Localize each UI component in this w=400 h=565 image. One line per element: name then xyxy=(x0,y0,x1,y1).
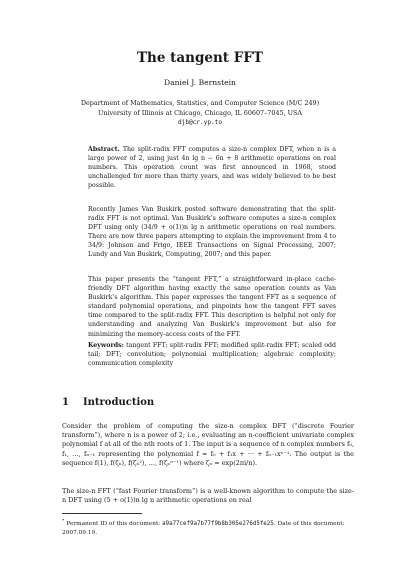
affiliation-line-1: Department of Mathematics, Statistics, and Computer Science (M/C 249) xyxy=(80,99,320,107)
author-name: Daniel J. Bernstein xyxy=(164,78,236,87)
abstract-text: The split-radix FFT computes a size-n complex DFT, when n is a large power of 2, using just 4n lg n − 6n + 8 arithmetic operations on real numbers. This operation count was first announced in 1968, stood unchallenged for more than thirty years, and was widely believed to be best possible. xyxy=(88,146,336,190)
author-email[interactable]: djb@cr.yp.to xyxy=(177,119,223,126)
abstract xyxy=(88,145,336,190)
section-heading xyxy=(62,397,154,408)
footnote-suffix: . Date of this document: 2007.09.19. xyxy=(62,520,345,536)
keywords-label: Keywords: xyxy=(88,342,124,349)
keywords-text: tangent FFT; split-radix FFT; modified split-radix FFT; scaled odd tail; DFT; convolution; polynomial multiplication; algebraic complexity; communication complexity xyxy=(88,342,336,368)
intro-paragraph-1: Consider the problem of computing the size-n complex DFT (“discrete Fourier transform”), where n is a power of 2; i.e., evaluating an n-coefficient univariate complex polynomial f at all of the nth roots of 1. The input is a sequence of n complex numbers f₀, f₁, …, fₙ₋₁ representing the polynomial f = f₀ + f₁x + ··· + fₙ₋₁xⁿ⁻¹. The output is the sequence f(1), f(ζₙ), f(ζₙ²), …, f(ζₙⁿ⁻¹) where ζₙ = exp(2πi/n). xyxy=(62,422,354,467)
keywords xyxy=(88,341,336,368)
abstract-paragraph-2: Recently James Van Buskirk posted software demonstrating that the split-radix FFT is not optimal. Van Buskirk’s software computes a size-n complex DFT using only (34/9 + o(1))n lg n arithmetic operations on real numbers. There are now three papers attempting to explain the improvement from 4 to 34/9: Johnson and Frigo, IEEE Transactions on Signal Processing, 2007; Lundy and Van Buskirk, Computing, 2007; and this paper. xyxy=(88,206,336,259)
footnote-mark: * xyxy=(62,519,65,524)
section-number: 1 xyxy=(62,397,69,408)
affiliation-line-2: University of Illinois at Chicago, Chicago, IL 60607–7045, USA xyxy=(97,108,303,117)
footnote xyxy=(62,518,354,537)
affiliation xyxy=(0,99,400,128)
document-id: a9a77cef9a7b77f9b8b305e276d5fe25 xyxy=(162,520,274,527)
section-title: Introduction xyxy=(82,397,155,408)
footnote-prefix: Permanent ID of this document: xyxy=(66,520,161,527)
footnote-rule xyxy=(62,513,142,514)
abstract-label: Abstract. xyxy=(88,146,120,153)
intro-paragraph-2: The size-n FFT (“fast Fourier transform”) is a well-known algorithm to compute the size-n DFT using (5 + o(1))n lg n arithmetic operations on real xyxy=(62,487,354,505)
abstract-paragraph-3: This paper presents the “tangent FFT,” a straightforward in-place cache-friendly DFT algorithm having exactly the same operation counts as Van Buskirk’s algorithm. This paper expresses the tangent FFT as a sequence of standard polynomial operations, and pinpoints how the tangent FFT saves time compared to the split-radix FFT. This description is helpful not only for understanding and analyzing Van Buskirk’s improvement but also for minimizing the memory-access costs of the FFT. xyxy=(88,276,336,338)
paper-title: The tangent FFT xyxy=(137,50,263,66)
